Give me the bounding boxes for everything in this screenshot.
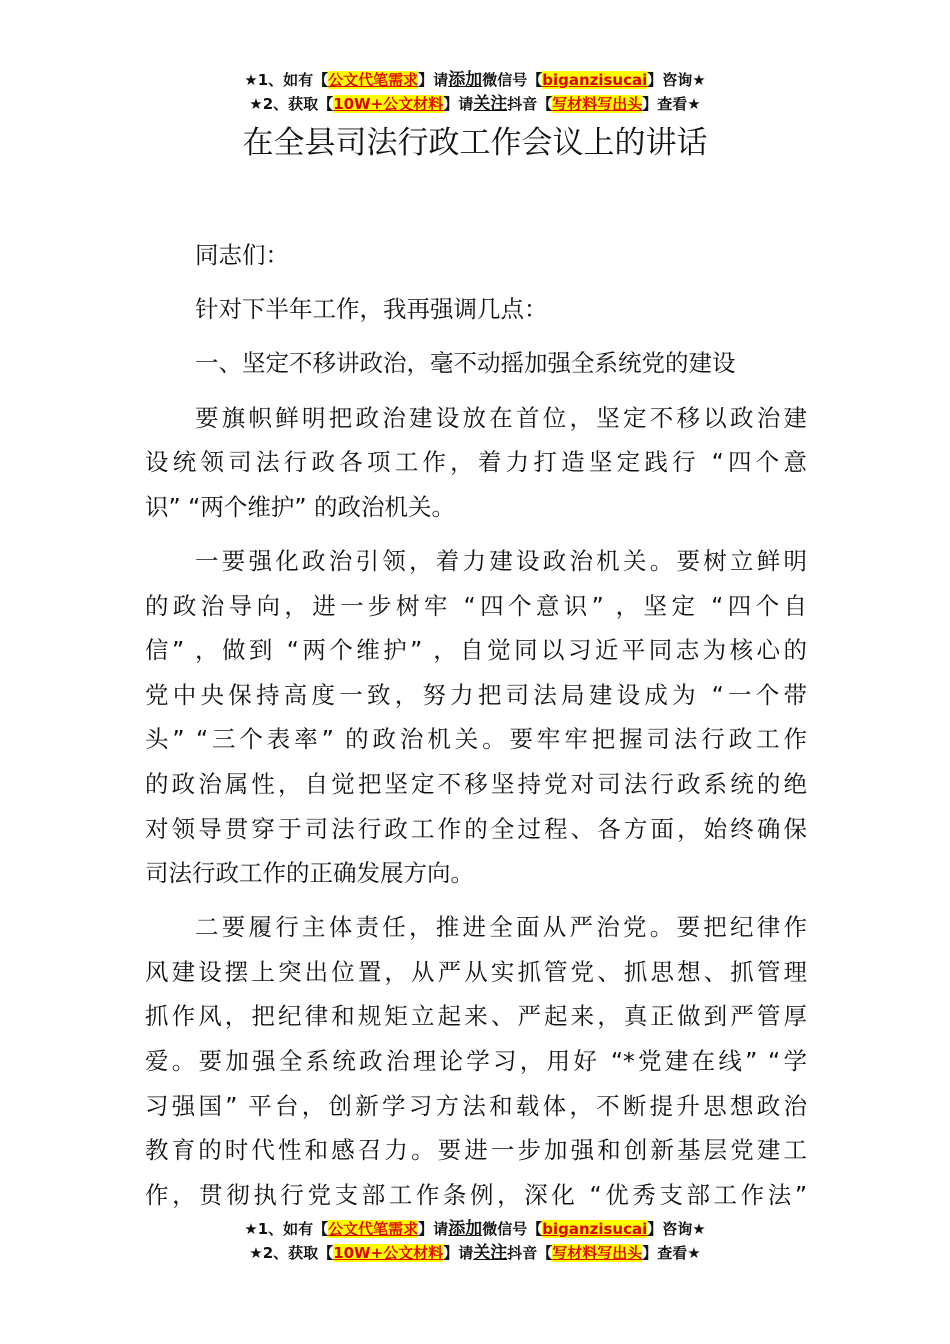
banner-text: 微信号【 xyxy=(482,71,543,89)
text-line: 一要强化政治引领，着力建设政治机关。要树立鲜明 xyxy=(195,546,807,575)
text-line: 作，贯彻执行党支部工作条例，深化 “优秀支部工作法” xyxy=(145,1180,807,1209)
banner-text: ★1、如有【 xyxy=(244,1220,329,1238)
banner-text: 抖音【 xyxy=(507,1244,553,1262)
promo-banner-top xyxy=(0,68,950,116)
text-line: 教育的时代性和感召力。要进一步加强和创新基层党建工 xyxy=(145,1136,807,1165)
text-line: 司法行政工作的正确发展方向。 xyxy=(145,859,474,888)
banner-text: 10W+公文材料 xyxy=(333,95,444,113)
banner-text: 写材料写出头 xyxy=(552,95,643,113)
text-line: 一、坚定不移讲政治，毫不动摇加强全系统党的建设 xyxy=(195,349,736,378)
paragraph xyxy=(145,396,807,530)
banner-text: 】咨询★ xyxy=(647,1220,706,1238)
banner-text: biganzisucai xyxy=(542,1220,648,1238)
banner-line1 xyxy=(0,1217,950,1241)
banner-text: 公文代笔需求 xyxy=(328,1220,419,1238)
banner-text: 关注 xyxy=(473,1243,508,1263)
banner-text: 】咨询★ xyxy=(647,71,706,89)
text-line: 爱。要加强全系统政治理论学习，用好 “*党建在线” “学 xyxy=(145,1047,807,1076)
promo-banner-bottom xyxy=(0,1217,950,1265)
banner-text: 】请 xyxy=(443,1244,474,1262)
text-line: 抓作风，把纪律和规矩立起来、严起来，真正做到严管厚 xyxy=(145,1002,807,1031)
text-line: 的政治导向，进一步树牢 “四个意识” ，坚定 “四个自 xyxy=(145,591,807,620)
banner-text: 关注 xyxy=(473,94,508,114)
banner-text: 写材料写出头 xyxy=(552,1244,643,1262)
text-line: 针对下半年工作，我再强调几点： xyxy=(195,295,548,324)
document-body xyxy=(145,233,807,1227)
banner-text: 添加 xyxy=(448,1219,483,1239)
banner-text: 抖音【 xyxy=(507,95,553,113)
banner-text: 微信号【 xyxy=(482,1220,543,1238)
paragraph xyxy=(145,905,807,1217)
banner-text: 公文代笔需求 xyxy=(328,71,419,89)
banner-text: 10W+公文材料 xyxy=(333,1244,444,1262)
banner-text: biganzisucai xyxy=(542,71,648,89)
text-line: 要旗帜鲜明把政治建设放在首位，坚定不移以政治建 xyxy=(195,403,807,432)
document-title: 在全县司法行政工作会议上的讲话 xyxy=(242,125,708,161)
banner-text: 】请 xyxy=(443,95,474,113)
paragraph xyxy=(145,233,807,278)
banner-text: 添加 xyxy=(448,70,483,90)
paragraph xyxy=(145,539,807,896)
text-line: 二要履行主体责任，推进全面从严治党。要把纪律作 xyxy=(195,913,807,942)
banner-text: 】查看★ xyxy=(642,1244,701,1262)
text-line: 识” “两个维护” 的政治机关。 xyxy=(145,492,455,521)
banner-text: ★2、获取【 xyxy=(249,95,334,113)
banner-text: ★1、如有【 xyxy=(244,71,329,89)
text-line: 的政治属性，自觉把坚定不移坚持党对司法行政系统的绝 xyxy=(145,769,807,798)
text-line: 习强国” 平台，创新学习方法和载体，不断提升思想政治 xyxy=(145,1091,807,1120)
text-line: 党中央保持高度一致，努力把司法局建设成为 “一个带 xyxy=(145,680,807,709)
banner-line2 xyxy=(0,1241,950,1265)
text-line: 对领导贯穿于司法行政工作的全过程、各方面，始终确保 xyxy=(145,814,807,843)
text-line: 头” “三个表率” 的政治机关。要牢牢把握司法行政工作 xyxy=(145,725,807,754)
banner-text: 】请 xyxy=(418,1220,449,1238)
text-line: 同志们： xyxy=(195,241,289,269)
banner-text: 】查看★ xyxy=(642,95,701,113)
text-line: 信” ，做到 “两个维护” ，自觉同以习近平同志为核心的 xyxy=(145,636,807,665)
banner-text: ★2、获取【 xyxy=(249,1244,334,1262)
text-line: 设统领司法行政各项工作，着力打造坚定践行 “四个意 xyxy=(145,448,807,477)
banner-line2 xyxy=(0,92,950,116)
text-line: 风建设摆上突出位置，从严从实抓管党、抓思想、抓管理 xyxy=(145,957,807,986)
paragraph xyxy=(145,341,807,386)
banner-line1 xyxy=(0,68,950,92)
banner-text: 】请 xyxy=(418,71,449,89)
paragraph xyxy=(145,287,807,332)
